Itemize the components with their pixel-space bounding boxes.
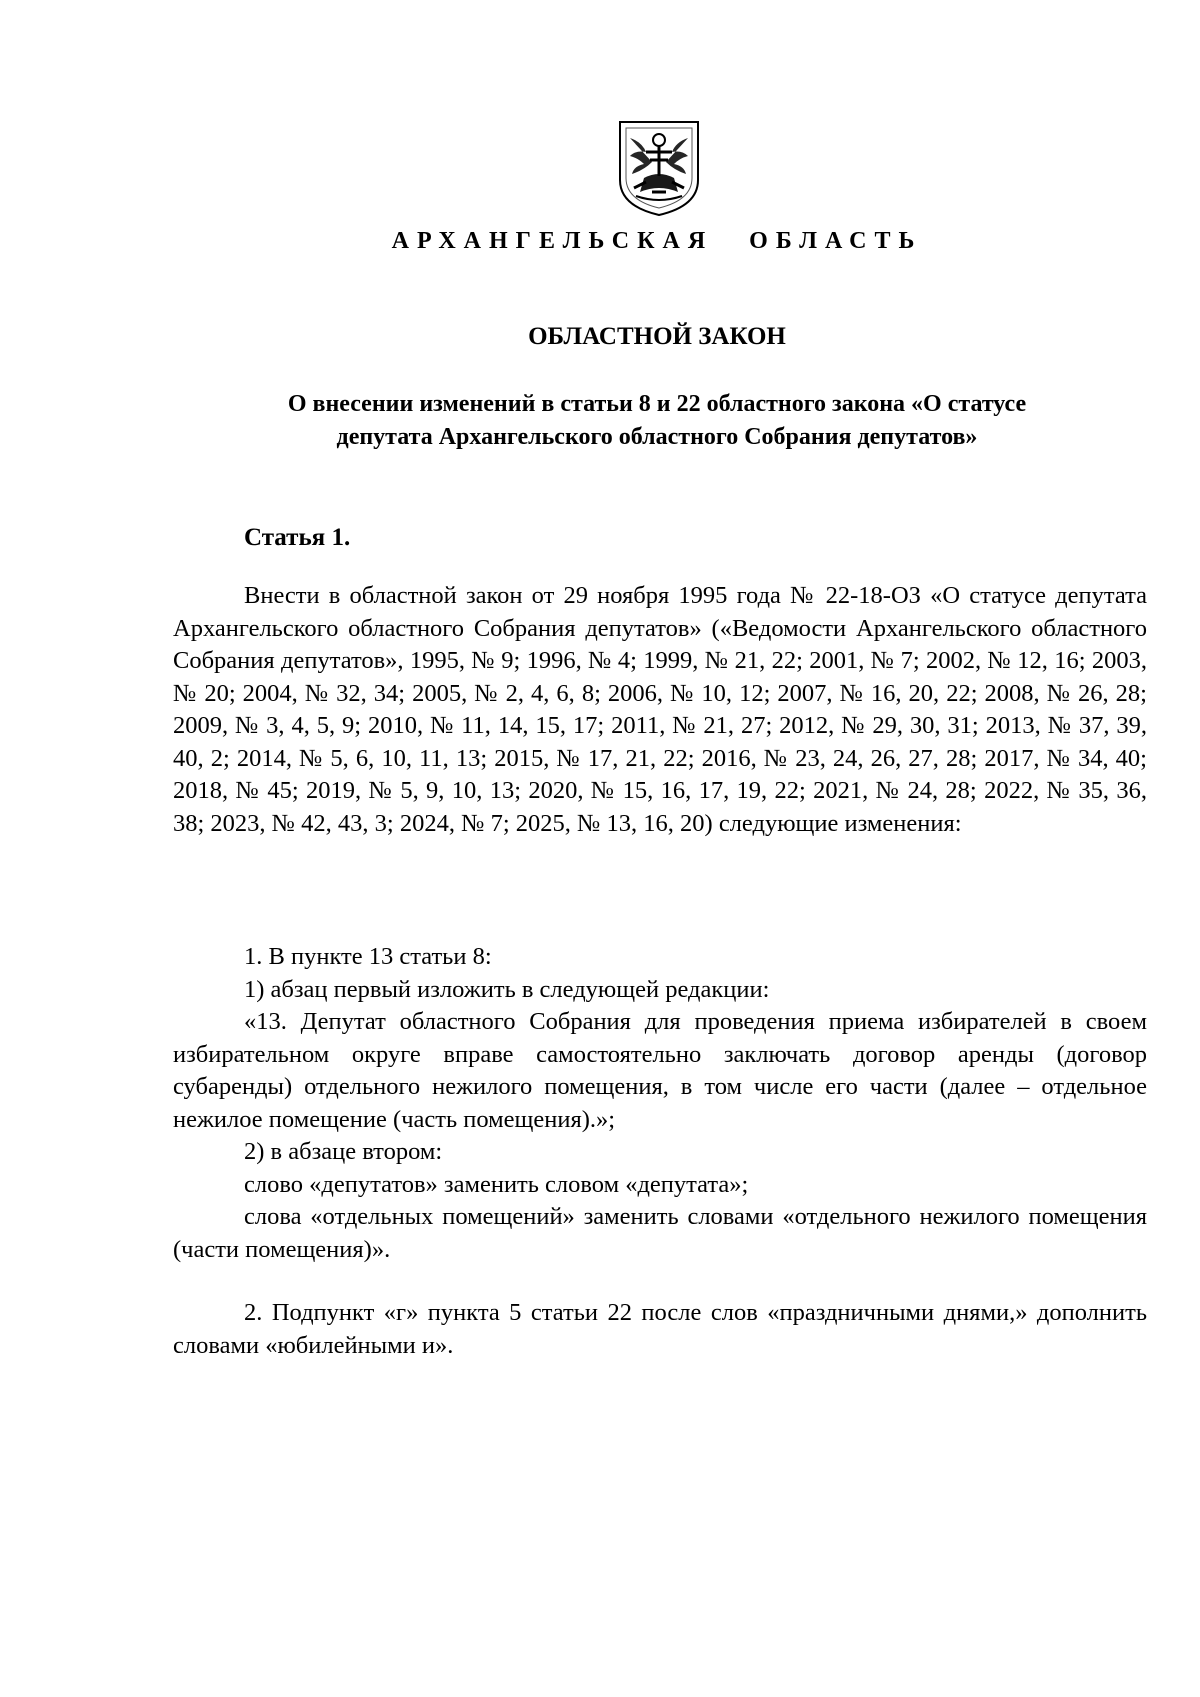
item-1-change-2: слова «отдельных помещений» заменить словами «отдельного нежилого помещения (части помещения)». <box>173 1203 1147 1263</box>
article-intro-block <box>173 580 1147 840</box>
item-2-block <box>173 1297 1147 1362</box>
item-1-subitem-2: 2) в абзаце втором: <box>244 1138 443 1165</box>
law-title-line-2: депутата Архангельского областного Собрания депутатов» <box>336 424 978 450</box>
item-1-quote: «13. Депутат областного Собрания для проведения приема избирателей в своем избирательном округе вправе самостоятельно заключать договор аренды (договор субаренды) отдельного нежилого помещения, в том числе его части (далее – отдельное нежилое помещение (часть помещения).»; <box>173 1008 1147 1133</box>
article-heading: Статья 1. <box>244 524 351 551</box>
item-1-heading: 1. В пункте 13 статьи 8: <box>244 943 492 970</box>
item-1-subitem-1: 1) абзац первый изложить в следующей редакции: <box>244 975 770 1003</box>
item-1-change-1: слово «депутатов» заменить словом «депутата»; <box>244 1170 749 1198</box>
document-type: ОБЛАСТНОЙ ЗАКОН <box>528 323 786 350</box>
item-2-paragraph: 2. Подпункт «г» пункта 5 статьи 22 после слов «праздничными днями,» дополнить словами «юбилейными и». <box>173 1299 1147 1359</box>
article-intro-paragraph: Внести в областной закон от 29 ноября 1995 года № 22-18-ОЗ «О статусе депутата Архангельского областного Собрания депутатов» («Ведомости Архангельского областного Собрания депутатов», 1995, № 9; 1996, № 4; 1999, № 21, 22; 2001, № 7; 2002, № 12, 16; 2003, № 20; 2004, № 32, 34; 2005, № 2, 4, 6, 8; 2006, № 10, 12; 2007, № 16, 20, 22; 2008, № 26, 28; 2009, № 3, 4, 5, 9; 2010, № 11, 14, 15, 17; 2011, № 21, 27; 2012, № 29, 30, 31; 2013, № 37, 39, 40, 2; 2014, № 5, 6, 10, 11, 13; 2015, № 17, 21, 22; 2016, № 23, 24, 26, 27, 28; 2017, № 34, 40; 2018, № 45; 2019, № 5, 9, 10, 13; 2020, № 15, 16, 17, 19, 22; 2021, № 24, 28; 2022, № 35, 36, 38; 2023, № 42, 43, 3; 2024, № 7; 2025, № 13, 16, 20) следующие изменения: <box>173 582 1147 837</box>
region-name: АРХАНГЕЛЬСКАЯ ОБЛАСТЬ <box>391 228 923 254</box>
law-title-line-1: О внесении изменений в статьи 8 и 22 областного закона «О статусе <box>287 391 1027 417</box>
coat-of-arms-icon <box>616 118 702 218</box>
law-title <box>190 388 1124 454</box>
item-1-block <box>173 941 1147 1266</box>
